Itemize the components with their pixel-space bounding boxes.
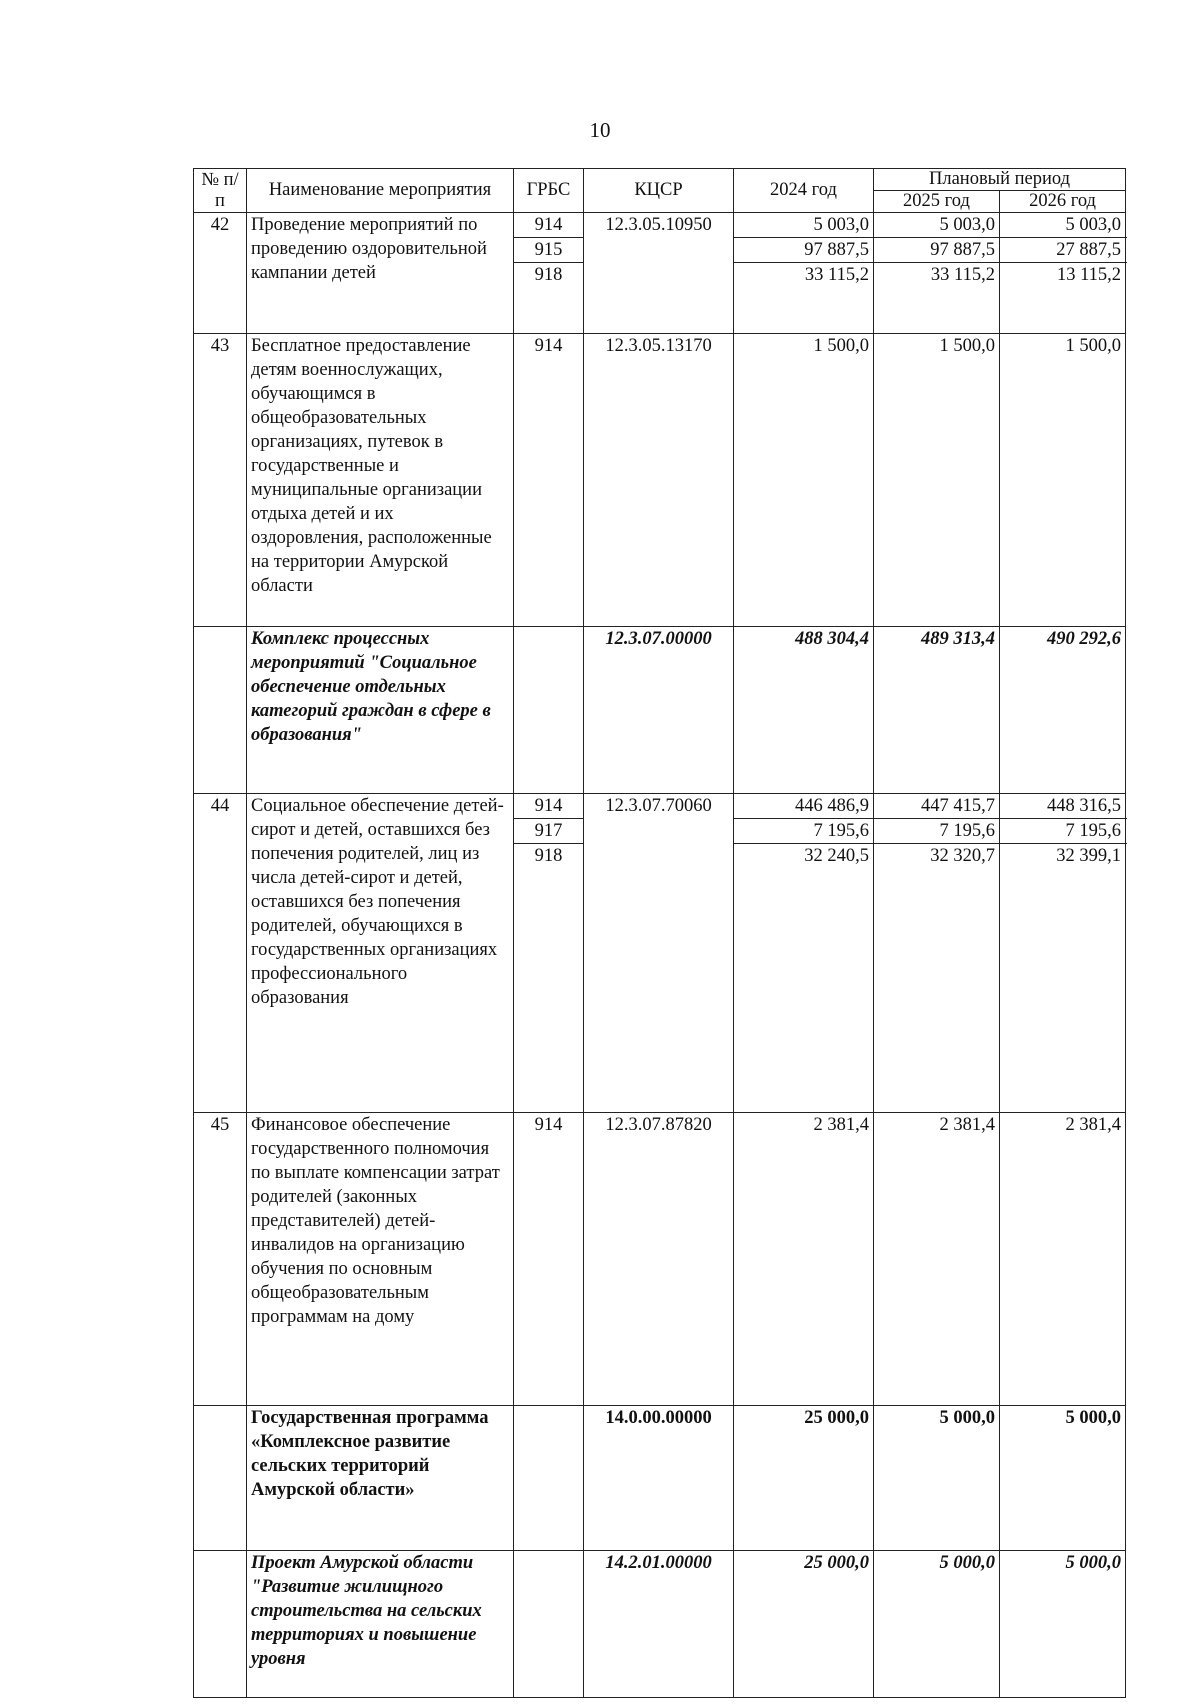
row-gp-kcsr: 14.0.00.00000 xyxy=(584,1406,734,1551)
row-gp-2026: 5 000,0 xyxy=(1000,1406,1126,1551)
row-complex-2024: 488 304,4 xyxy=(734,627,874,794)
row-43-num: 43 xyxy=(194,334,247,627)
row-44-grbs-1: 914 xyxy=(514,794,583,819)
row-project-kcsr: 14.2.01.00000 xyxy=(584,1551,734,1698)
row-project-2025: 5 000,0 xyxy=(874,1551,1000,1698)
row-44-2024-3: 32 240,5 xyxy=(804,846,869,866)
row-42-grbs-2: 915 xyxy=(514,238,583,263)
row-project-2026: 5 000,0 xyxy=(1000,1551,1126,1698)
row-44-2024-2: 7 195,6 xyxy=(734,819,875,844)
row-42-2025 xyxy=(874,213,1000,334)
row-42-num: 42 xyxy=(194,213,247,334)
row-44-2026-2: 7 195,6 xyxy=(1000,819,1127,844)
row-45-2026: 2 381,4 xyxy=(1000,1113,1126,1406)
row-gp-name: Государственная программа «Комплексное развитие сельских территорий Амурской области» xyxy=(247,1406,514,1551)
row-43-name: Бесплатное предоставление детям военнослужащих, обучающимся в общеобразовательных организациях, путевок в государственные и муниципальные организации отдыха детей и их оздоровления, расположенные на территории Амурской области xyxy=(247,334,514,627)
row-gp-grbs xyxy=(514,1406,584,1551)
row-44-grbs-3: 918 xyxy=(534,846,563,866)
row-42-grbs xyxy=(514,213,584,334)
row-45-2024: 2 381,4 xyxy=(734,1113,874,1406)
row-43-2024: 1 500,0 xyxy=(734,334,874,627)
row-42-grbs-3: 918 xyxy=(534,265,563,285)
row-44-2026-3: 32 399,1 xyxy=(1056,846,1122,866)
budget-table xyxy=(193,168,1126,1698)
row-gp-num xyxy=(194,1406,247,1551)
header-2025: 2025 год xyxy=(874,191,1000,213)
page-number: 10 xyxy=(589,118,611,142)
row-42-2026 xyxy=(1000,213,1126,334)
row-43-2025: 1 500,0 xyxy=(874,334,1000,627)
row-complex-name: Комплекс процессных мероприятий "Социальное обеспечение отдельных категорий граждан в сфере в образования" xyxy=(247,627,514,794)
row-42-2025-3: 33 115,2 xyxy=(930,265,995,285)
header-planned-period: Плановый период xyxy=(874,169,1126,191)
table-row-43 xyxy=(194,334,1126,627)
row-44-2024-1: 446 486,9 xyxy=(734,794,875,819)
row-42-2025-1: 5 003,0 xyxy=(874,213,1001,238)
row-42-2024 xyxy=(734,213,874,334)
row-45-kcsr: 12.3.07.87820 xyxy=(584,1113,734,1406)
header-num: № п/п xyxy=(194,169,247,213)
row-44-kcsr: 12.3.07.70060 xyxy=(584,794,734,1113)
table-row-complex xyxy=(194,627,1126,794)
table-row-44 xyxy=(194,794,1126,1113)
row-complex-2025: 489 313,4 xyxy=(874,627,1000,794)
row-42-name: Проведение мероприятий по проведению оздоровительной кампании детей xyxy=(247,213,514,334)
row-44-grbs xyxy=(514,794,584,1113)
header-name: Наименование мероприятия xyxy=(247,169,514,213)
row-45-2025: 2 381,4 xyxy=(874,1113,1000,1406)
row-44-2025-3: 32 320,7 xyxy=(930,846,995,866)
row-42-2026-2: 27 887,5 xyxy=(1000,238,1127,263)
header-row xyxy=(194,169,1126,191)
row-45-num: 45 xyxy=(194,1113,247,1406)
row-44-2025-2: 7 195,6 xyxy=(874,819,1001,844)
row-project-grbs xyxy=(514,1551,584,1698)
row-43-2026: 1 500,0 xyxy=(1000,334,1126,627)
row-gp-2025: 5 000,0 xyxy=(874,1406,1000,1551)
row-42-2024-3: 33 115,2 xyxy=(804,265,869,285)
row-43-kcsr: 12.3.05.13170 xyxy=(584,334,734,627)
row-44-2025 xyxy=(874,794,1000,1113)
row-complex-grbs xyxy=(514,627,584,794)
row-44-2025-1: 447 415,7 xyxy=(874,794,1001,819)
row-project-2024: 25 000,0 xyxy=(734,1551,874,1698)
row-45-name: Финансовое обеспечение государственного полномочия по выплате компенсации затрат родителей (законных представителей) детей-инвалидов на организацию обучения по основным общеобразовательным программам на дому xyxy=(247,1113,514,1406)
table-row-42 xyxy=(194,213,1126,334)
row-42-2024-1: 5 003,0 xyxy=(734,213,875,238)
row-42-2026-1: 5 003,0 xyxy=(1000,213,1127,238)
row-44-2026 xyxy=(1000,794,1126,1113)
table-row-45 xyxy=(194,1113,1126,1406)
table-row-state-program xyxy=(194,1406,1126,1551)
row-44-2024 xyxy=(734,794,874,1113)
row-complex-num xyxy=(194,627,247,794)
row-complex-kcsr: 12.3.07.00000 xyxy=(584,627,734,794)
row-project-name: Проект Амурской области "Развитие жилищного строительства на сельских территориях и повышение уровня xyxy=(247,1551,514,1698)
header-kcsr: КЦСР xyxy=(584,169,734,213)
row-42-grbs-1: 914 xyxy=(514,213,583,238)
row-42-kcsr: 12.3.05.10950 xyxy=(584,213,734,334)
row-42-2025-2: 97 887,5 xyxy=(874,238,1001,263)
row-43-grbs: 914 xyxy=(514,334,584,627)
row-44-name: Социальное обеспечение детей-сирот и детей, оставшихся без попечения родителей, лиц из числа детей-сирот и детей, оставшихся без попечения родителей, обучающихся в государственных организациях профессионального образования xyxy=(247,794,514,1113)
row-44-num: 44 xyxy=(194,794,247,1113)
row-44-grbs-2: 917 xyxy=(514,819,583,844)
header-2024: 2024 год xyxy=(734,169,874,213)
row-44-2026-1: 448 316,5 xyxy=(1000,794,1127,819)
row-42-2026-3: 13 115,2 xyxy=(1056,265,1122,285)
row-45-grbs: 914 xyxy=(514,1113,584,1406)
table-row-project xyxy=(194,1551,1126,1698)
row-complex-2026: 490 292,6 xyxy=(1000,627,1126,794)
header-2026: 2026 год xyxy=(1000,191,1126,213)
row-42-2024-2: 97 887,5 xyxy=(734,238,875,263)
header-grbs: ГРБС xyxy=(514,169,584,213)
row-gp-2024: 25 000,0 xyxy=(734,1406,874,1551)
row-project-num xyxy=(194,1551,247,1698)
